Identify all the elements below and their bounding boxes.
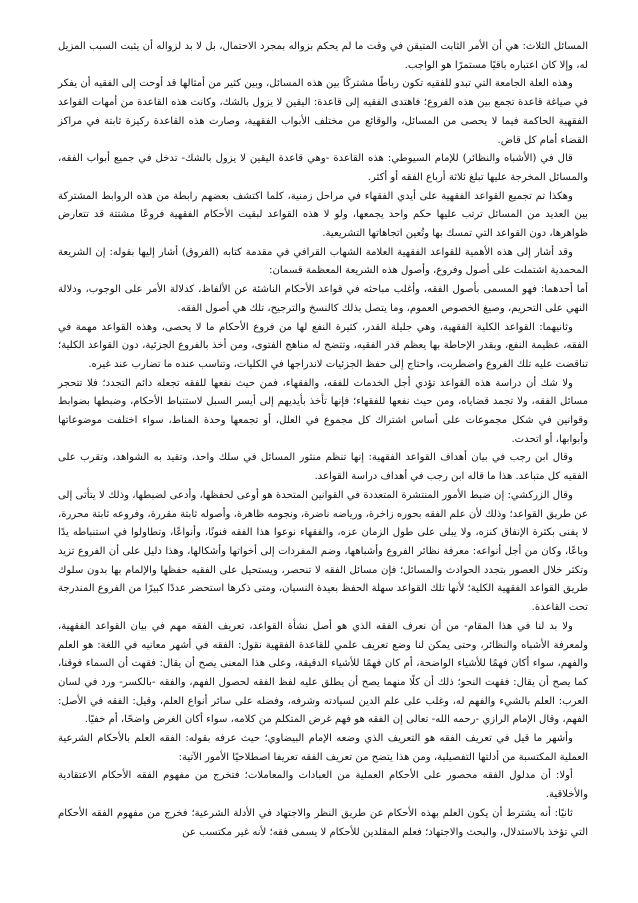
paragraph-12: وأشهر ما قيل في تعريف الفقه هو التعريف الذي وضعه الإمام البيضاوي؛ حيث عرفه بقوله: الفقه العلم بالأحكام الشرعية العملية المكتسبة من أدلتها التفصيلية، ومن هذا يتضح من تعريف الفقه تعريفا اصطلاحيًا الأمور الآتية:	[58, 733, 588, 763]
paragraph-4: وهكذا تم تجميع القواعد الفقهية على أيدي الفقهاء في مراحل زمنية، كلما اكتشف بعضهم رابطة من هذه الروابط المشتركة بين العديد من المسائل ترتب عليها حكم واحد يجمعها، ولو لا هذه القواعد لبقيت الأحكام الفقهية فروعًا مشتتة قد تتعارض ظواهرها، دون القواعد التي تمسك بها وتُعين اتجاهاتها التشريعية.	[58, 190, 588, 240]
paragraph-2: وهذه العلة الجامعة التي تبدو للفقيه تكون رباطًا مشتركًا بين هذه المسائل، وبين كثير من أمثالها قد أوحت إلى الفقيه أن يفكر في صياغة قاعدة تجمع بين هذه الفروع؛ فاهتدى الفقيه إلى قاعدة: اليقين لا يزول بالشك، وكانت هذه القاعدة من أمهات القواعد الفقهية الحاكمة فيما لا يحصى من المسائل، والوقائع من مختلف الأبواب الفقهية، وصارت هذه القاعدة ركيزة ثابتة في مراكز القضاء أمام كل قاض.	[58, 78, 588, 146]
paragraph-1: المسائل الثلاث: هي أن الأمر الثابت المتيقن في وقت ما لم يحكم بزواله بمجرد الاحتمال، بل لا بد لزواله أن يثبت السبب المزيل له، وإلا كان اعتباره باقيًا مستمرًا هو الواجب.	[58, 41, 588, 71]
list-item-first: أولا: أن مدلول الفقه محصور على الأحكام العملية من العبادات والمعاملات؛ فتخرج من مفهوم الفقه الأحكام الاعتقادية والأخلاقية.	[58, 770, 588, 801]
paragraph-9: وقال ابن رجب في بيان أهداف القواعد الفقهية: إنها تنظم منثور المسائل في سلك واحد، وتقيد به الشواهد، وتقرب على الفقيه كل متباعد. هذا ما قاله ابن رجب في أهداف دراسة القواعد.	[58, 452, 588, 483]
paragraph-3: قال في (الأشباه والنظائر) للإمام السيوطي: هذه القاعدة -وهي قاعدة اليقين لا يزول بالشك- تدخل في جميع أبواب الفقه، والمسائل المخرجة عليها تبلغ ثلاثة أرباع الفقه أو أكثر.	[58, 153, 588, 183]
list-item-second: ثانيًا: أنه يشترط أن يكون العلم بهذه الأحكام عن طريق النظر والاجتهاد في الأدلة الشرعية؛ فخرج من مفهوم الفقه الأحكام التي تؤخذ بالاستدلال، والبحث والاجتهاد؛ فعلم المقلدين للأحكام لا يسمى فقه؛ لأنه غير مكتسب عن	[58, 807, 588, 838]
paragraph-8: ولا شك أن دراسة هذه القواعد تؤدي أجل الخدمات للفقه، والفقهاء، فمن حيث نفعها للفقه تجعله دائم التجدد؛ فلا تتحجر مسائل الفقه، ولا تجمد قضاياه، ومن حيث نفعها للفقهاء؛ فإنها تأخذ بأيديهم إلى أيسر السبل لاستنباط الأحكام، وضبطها بضوابط وقوانين في شكل مجموعات على أساس اشتراك كل مجموع في العلل، أو تجمعها وحدة المناط، سواء اختلفت موضوعاتها وأبوابها، أو اتحدت.	[58, 377, 588, 445]
paragraph-7: وثانيهما: القواعد الكلية الفقهية، وهي جليلة القدر، كثيرة النفع لها من فروع الأحكام ما لا يحصى، وهذه القواعد مهمة في الفقه، عظيمة النفع، وبقدر الإحاطة بها يعظم قدر الفقيه، وتتضح له مناهج الفتوى، ومن أخذ بالفروع الجزئية، دون القواعد الكلية؛ تناقضت عليه تلك الفروع واضطربت، واحتاج إلى حفظ الجزئيات لاندراجها في الكليات، وتناسب عنده ما تضارب عند غيره.	[58, 321, 588, 370]
paragraph-10: وقال الزركشي: إن ضبط الأمور المنتشرة المتعددة في القوانين المتحدة هو أوعى لحفظها، وأدعى لضبطها، وذلك لا يتأتى إلى عن طريق القواعد؛ وذلك لأن علم الفقه بحوره زاخرة، ورياضه ناضرة، ونجومه ظاهرة، وأصوله ثابتة مقررة، وفروعه ثابتة محررة، لا يفنى بكثرة الإنفاق كنزه، ولا يبلى على طول الزمان عزه، والفقهاء نوعوا هذا الفقه فنونًا، وأنواعًا، وتطاولوا في استنباطه يدًا وباعًا، وكان من أجل أنواعه: معرفة نظائر الفروع وأشباهها، وضم المفردات إلى أخواتها وأشكالها، وهذا دليل على أن الفروع تزيد وتكثر خلال العصور بتجدد الحوادث والمسائل؛ فإن مسائل الفقه لا تنحصر، ويستحيل على الفقيه حفظها والإلمام بها بدون سلوك طريق القواعد الفقهية الكلية؛ لأنها تلك القواعد سهلة الحفظ بعيدة النسيان، ومتى ذكرها استحضر عددًا كبيرًا من الفروع المندرجة تحت القاعدة.	[57, 489, 588, 614]
paragraph-11: ولا بد لنا في هذا المقام- من أن نعرف الفقه الذي هو أصل نشأة القواعد، تعريف الفقه مهم في بيان القواعد الفقهية، ولمعرفة الأشباه والنظائر، وحتى يمكن لنا وضع تعريف علمي للقاعدة الفقهية نقول: الفقه في أشهر معانيه في اللغة: هو العلم والفهم، سواء أكان فهمًا للأشياء الواضحة، أم كان فهمًا للأشياء الدقيقة، وعلى هذا المعنى يصح أن يقال: فقهت أن السماء فوقنا، كما يصح أن يقال: فقهت النحو؛ ذلك أن كلًا منهما يصح أن يطلق عليه لفظ الفقه لحصول الفهم، والفقه -بالكسر- ورد في لسان العرب: العلم بالشيء والفهم له، وغلب على علم الدين لسيادته وشرفه، وفضله على سائر أنواع العلم، وقيل: الفقه في الأصل: الفهم، وقال الإمام الرازي -رحمه الله- تعالى إن الفقه هو فهم غرض المتكلم من كلامه، سواء أكان الغرض واضحًا، أم خفيًا.	[58, 620, 588, 726]
paragraph-5: وقد أشار إلى هذه الأهمية للقواعد الفقهية العلامة الشهاب القرافي في مقدمة كتابه (الفروق) أشار إليها بقوله: إن الشريعة المحمدية اشتملت على أصول وفروع، وأصول هذه الشريعة المعظمة قسمان:	[58, 246, 588, 277]
paragraph-6: أما أحدهما: فهو المسمى بأصول الفقه، وأغلب مباحثه في قواعد الأحكام الناشئة عن الألفاظ، كدلالة الأمر على الوجوب، ودلالة النهي على التحريم، وصيغ الخصوص العموم، وما يتصل بذلك كالنسخ والترجيح، تلك هي أصول الفقه.	[58, 284, 588, 314]
